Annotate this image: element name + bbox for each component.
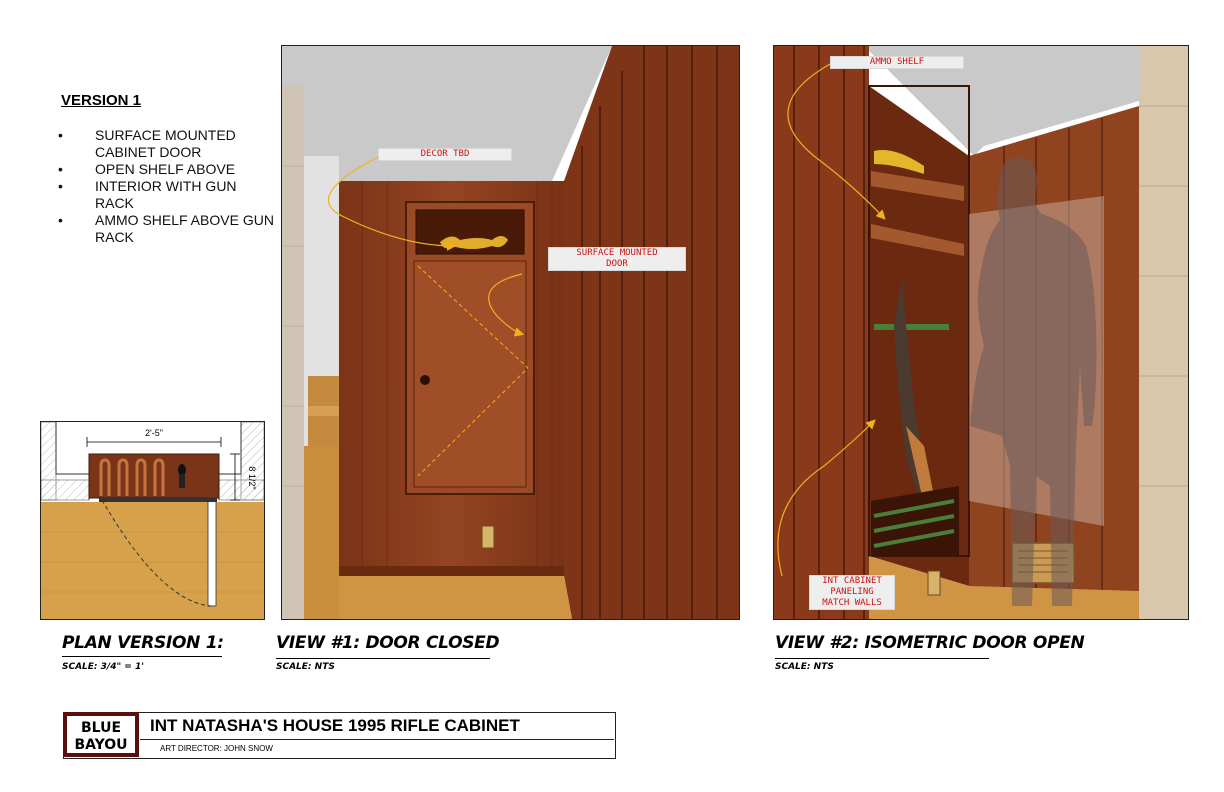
- surface-mounted-door-tag: [549, 248, 685, 270]
- view1-scale: SCALE: NTS: [276, 662, 335, 672]
- tag-line: INT CABINET: [822, 576, 882, 586]
- note-item: • SURFACE MOUNTED CABINET DOOR: [58, 127, 278, 161]
- plan-svg: [41, 422, 264, 619]
- tag-line: SURFACE MOUNTED: [576, 248, 658, 258]
- plan-caption: PLAN VERSION 1:: [62, 633, 224, 653]
- cabinet-paneling-tag: [810, 576, 894, 609]
- decor-tag: DECOR TBD: [379, 149, 511, 160]
- logo-svg: [63, 712, 139, 757]
- view2-svg: [774, 46, 1188, 619]
- tag-line: DOOR: [606, 259, 628, 269]
- view1-render: [281, 45, 740, 620]
- plan-width-dimension: 2'-5": [145, 428, 163, 438]
- note-item: • INTERIOR WITH GUN RACK: [58, 178, 278, 212]
- tag-line: MATCH WALLS: [822, 598, 882, 608]
- ammo-shelf-tag: AMMO SHELF: [831, 57, 963, 68]
- art-director-credit: ART DIRECTOR: JOHN SNOW: [160, 744, 273, 753]
- title-block-divider: [140, 739, 614, 740]
- blue-bayou-logo: [63, 712, 139, 757]
- logo-line1: BLUE: [80, 720, 122, 736]
- plan-scale: SCALE: 3/4" = 1': [62, 662, 144, 672]
- plan-caption-underline: [62, 656, 222, 657]
- version-title: VERSION 1: [61, 92, 142, 109]
- view2-caption-underline: [775, 658, 989, 659]
- view2-caption: VIEW #2: ISOMETRIC DOOR OPEN: [775, 633, 1085, 653]
- view1-svg: [282, 46, 739, 619]
- note-item: • AMMO SHELF ABOVE GUN RACK: [58, 212, 278, 246]
- view1-caption-underline: [276, 658, 490, 659]
- tag-line: PANELING: [830, 587, 874, 597]
- note-item: • OPEN SHELF ABOVE: [58, 161, 278, 178]
- logo-line2: BAYOU: [74, 737, 128, 753]
- view2-scale: SCALE: NTS: [775, 662, 834, 672]
- view2-render: [773, 45, 1189, 620]
- plan-depth-dimension: 8 1/2": [247, 466, 257, 490]
- sheet-title: INT NATASHA'S HOUSE 1995 RIFLE CABINET: [150, 716, 520, 735]
- plan-drawing: [40, 421, 265, 620]
- version-notes-list: [58, 127, 278, 246]
- view1-caption: VIEW #1: DOOR CLOSED: [276, 633, 500, 653]
